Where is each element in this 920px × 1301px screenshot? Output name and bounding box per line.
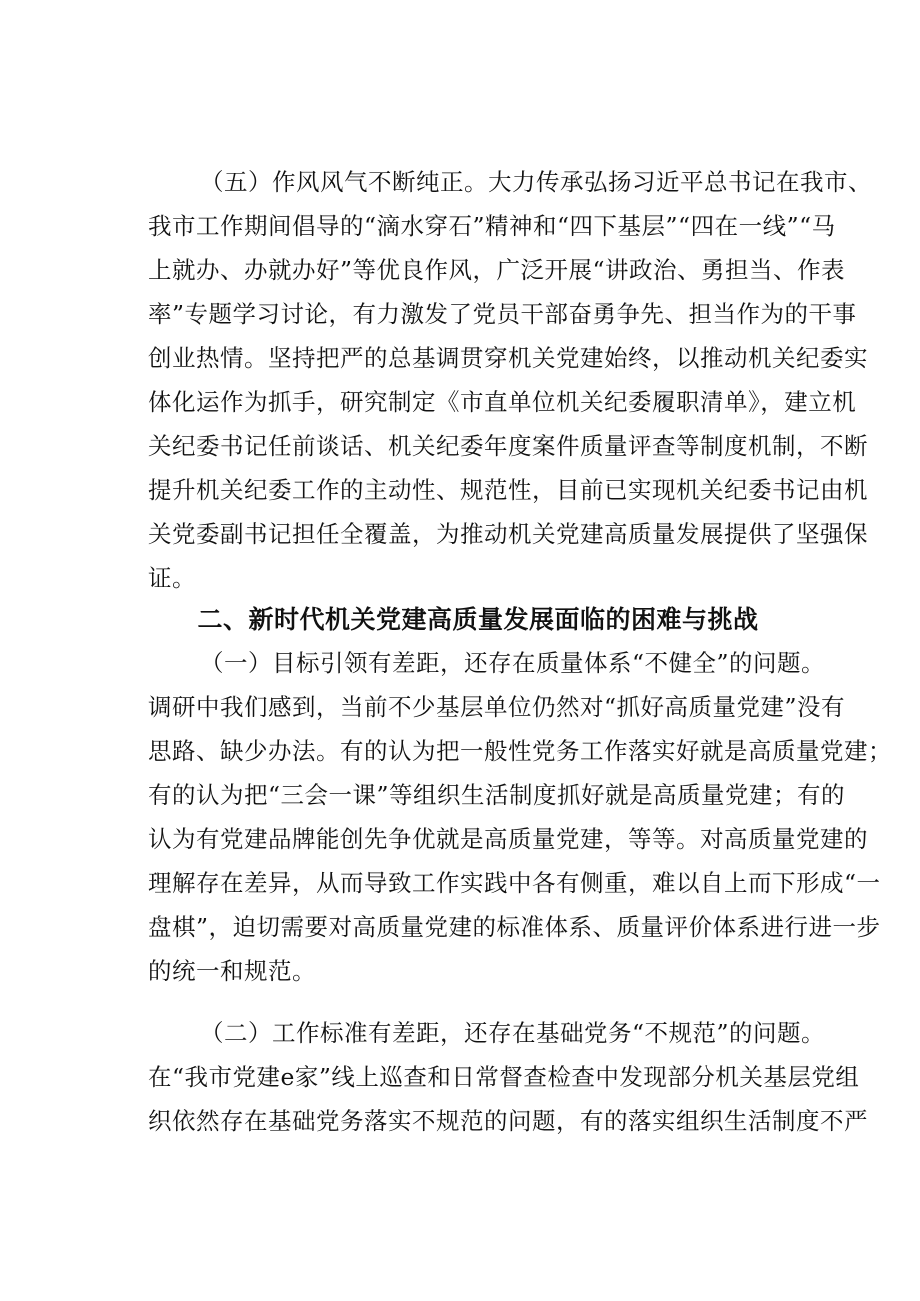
paragraph-1-line: 盘棋”，迫切需要对高质量党建的标准体系、质量评价体系进行进一步: [148, 913, 881, 941]
paragraph-2-line: 在“我市党建e家”线上巡查和日常督查检查中发现部分机关基层党组: [148, 1063, 860, 1091]
paragraph-5-line: 关党委副书记担任全覆盖，为推动机关党建高质量发展提供了坚强保: [148, 520, 868, 548]
paragraph-1-line: 理解存在差异，从而导致工作实践中各有侧重，难以自上而下形成“一: [148, 869, 881, 897]
paragraph-1-line: 的统一和规范。: [148, 957, 316, 985]
paragraph-5-line: 证。: [148, 564, 196, 592]
paragraph-1-line: （一）目标引领有差距，还存在质量体系“不健全”的问题。: [200, 649, 826, 677]
paragraph-1-line: 思路、缺少办法。有的认为把一般性党务工作落实好就是高质量党建；: [148, 737, 892, 765]
paragraph-5-line: 我市工作期间倡导的“滴水穿石”精神和“四下基层”“四在一线”“马: [148, 212, 836, 240]
paragraph-5-line: 率”专题学习讨论，有力激发了党员干部奋勇争先、担当作为的干事: [148, 300, 857, 328]
paragraph-1-line: 认为有党建品牌能创先争优就是高质量党建，等等。对高质量党建的: [148, 825, 868, 853]
paragraph-1-line: 调研中我们感到，当前不少基层单位仍然对“抓好高质量党建”没有: [148, 693, 846, 721]
paragraph-2-line: （二）工作标准有差距，还存在基础党务“不规范”的问题。: [200, 1019, 826, 1047]
paragraph-5-line: 关纪委书记任前谈话、机关纪委年度案件质量评查等制度机制，不断: [148, 432, 868, 460]
paragraph-5-line: 创业热情。坚持把严的总基调贯穿机关党建始终，以推动机关纪委实: [148, 344, 868, 372]
paragraph-5-line: 提升机关纪委工作的主动性、规范性，目前已实现机关纪委书记由机: [148, 476, 868, 504]
paragraph-5-line: 上就办、办就办好”等优良作风，广泛开展“讲政治、勇担当、作表: [148, 256, 846, 284]
paragraph-1-line: 有的认为把“三会一课”等组织生活制度抓好就是高质量党建；有的: [148, 781, 846, 809]
paragraph-2-line: 织依然存在基础党务落实不规范的问题，有的落实组织生活制度不严: [148, 1107, 868, 1135]
section-heading: 二、新时代机关党建高质量发展面临的困难与挑战: [197, 605, 759, 634]
paragraph-5-line: 体化运作为抓手，研究制定《市直单位机关纪委履职清单》，建立机: [148, 388, 857, 416]
paragraph-5-line: （五）作风风气不断纯正。大力传承弘扬习近平总书记在我市、: [200, 168, 872, 196]
